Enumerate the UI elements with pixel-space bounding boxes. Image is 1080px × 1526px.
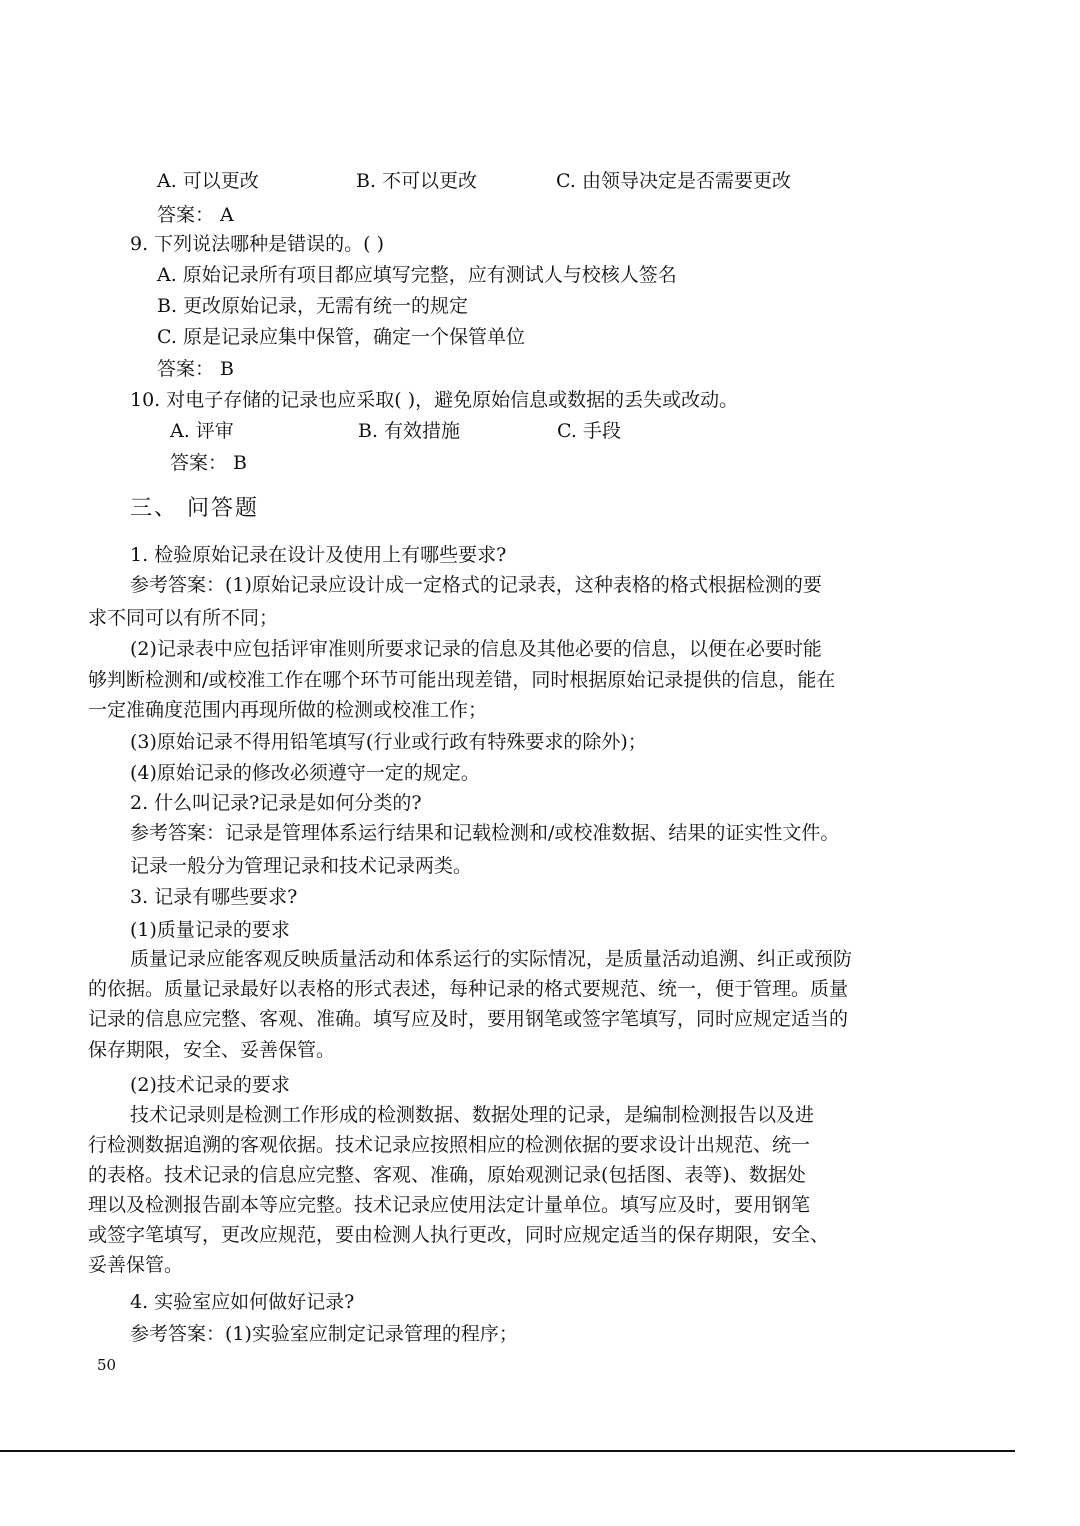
qa-answer-line: (3)原始记录不得用铅笔填写(行业或行政有特殊要求的除外)； bbox=[130, 731, 647, 753]
qa-answer-line: 参考答案：(1)原始记录应设计成一定格式的记录表，这种表格的格式根据检测的要 bbox=[130, 574, 822, 596]
q10-answer: 答案： B bbox=[170, 452, 248, 474]
qa-answer-line: (2)记录表中应包括评审准则所要求记录的信息及其他必要的信息，以便在必要时能 bbox=[130, 638, 822, 660]
q10-option-c: C. 手段 bbox=[557, 420, 621, 442]
qa-question-3: 3. 记录有哪些要求? bbox=[130, 886, 298, 908]
q8-option-b: B. 不可以更改 bbox=[356, 170, 478, 192]
qa-answer-line: 参考答案：记录是管理体系运行结果和记载检测和/或校准数据、结果的证实性文件。 bbox=[130, 822, 840, 844]
qa-subheading: (1)质量记录的要求 bbox=[130, 919, 290, 941]
q9-option-a: A. 原始记录所有项目都应填写完整，应有测试人与校核人签名 bbox=[157, 264, 677, 286]
qa-answer-line: 记录的信息应完整、客观、准确。填写应及时，要用钢笔或签字笔填写，同时应规定适当的 bbox=[88, 1008, 849, 1030]
qa-answer-line: 行检测数据追溯的客观依据。技术记录应按照相应的检测依据的要求设计出规范、统一 bbox=[88, 1134, 811, 1156]
qa-answer-line: 技术记录则是检测工作形成的检测数据、数据处理的记录，是编制检测报告以及进 bbox=[130, 1104, 815, 1126]
q8-option-c: C. 由领导决定是否需要更改 bbox=[556, 170, 791, 192]
q9-stem: 9. 下列说法哪种是错误的。( ) bbox=[130, 233, 385, 255]
q10-option-b: B. 有效措施 bbox=[358, 420, 461, 442]
qa-answer-line: 够判断检测和/或校准工作在哪个环节可能出现差错，同时根据原始记录提供的信息，能在 bbox=[88, 669, 836, 691]
q8-option-a: A. 可以更改 bbox=[157, 170, 259, 192]
qa-answer-line: 的依据。质量记录最好以表格的形式表述，每种记录的格式要规范、统一，便于管理。质量 bbox=[88, 978, 849, 1000]
q9-option-c: C. 原是记录应集中保管，确定一个保管单位 bbox=[157, 326, 525, 348]
q10-option-a: A. 评审 bbox=[170, 420, 234, 442]
q9-option-b: B. 更改原始记录，无需有统一的规定 bbox=[157, 295, 469, 317]
qa-answer-line: 妥善保管。 bbox=[88, 1254, 184, 1276]
qa-answer-line: 保存期限，安全、妥善保管。 bbox=[88, 1039, 336, 1061]
qa-question-1: 1. 检验原始记录在设计及使用上有哪些要求? bbox=[130, 544, 507, 566]
footer-rule bbox=[0, 1450, 1015, 1452]
q10-stem: 10. 对电子存储的记录也应采取( )，避免原始信息或数据的丢失或改动。 bbox=[130, 389, 739, 411]
qa-answer-line: 的表格。技术记录的信息应完整、客观、准确，原始观测记录(包括图、表等)、数据处 bbox=[88, 1164, 806, 1186]
page-number: 50 bbox=[97, 1356, 117, 1374]
q8-answer: 答案： A bbox=[157, 204, 234, 226]
qa-answer-line: 质量记录应能客观反映质量活动和体系运行的实际情况，是质量活动追溯、纠正或预防 bbox=[130, 948, 853, 970]
qa-answer-line: 记录一般分为管理记录和技术记录两类。 bbox=[130, 855, 473, 877]
q9-answer: 答案： B bbox=[157, 358, 235, 380]
qa-subheading: (2)技术记录的要求 bbox=[130, 1074, 290, 1096]
qa-answer-line: 求不同可以有所不同； bbox=[88, 607, 279, 629]
qa-answer-line: 一定准确度范围内再现所做的检测或校准工作； bbox=[88, 699, 488, 721]
qa-answer-line: 或签字笔填写，更改应规范，要由检测人执行更改，同时应规定适当的保存期限，安全、 bbox=[88, 1224, 830, 1246]
qa-answer-line: 理以及检测报告副本等应完整。技术记录应使用法定计量单位。填写应及时，要用钢笔 bbox=[88, 1194, 811, 1216]
qa-answer-line: (4)原始记录的修改必须遵守一定的规定。 bbox=[130, 762, 480, 784]
qa-answer-line: 参考答案：(1)实验室应制定记录管理的程序； bbox=[130, 1323, 518, 1345]
qa-question-4: 4. 实验室应如何做好记录? bbox=[130, 1291, 355, 1313]
qa-question-2: 2. 什么叫记录?记录是如何分类的? bbox=[130, 792, 422, 814]
section-title: 三、 问答题 bbox=[130, 496, 259, 521]
